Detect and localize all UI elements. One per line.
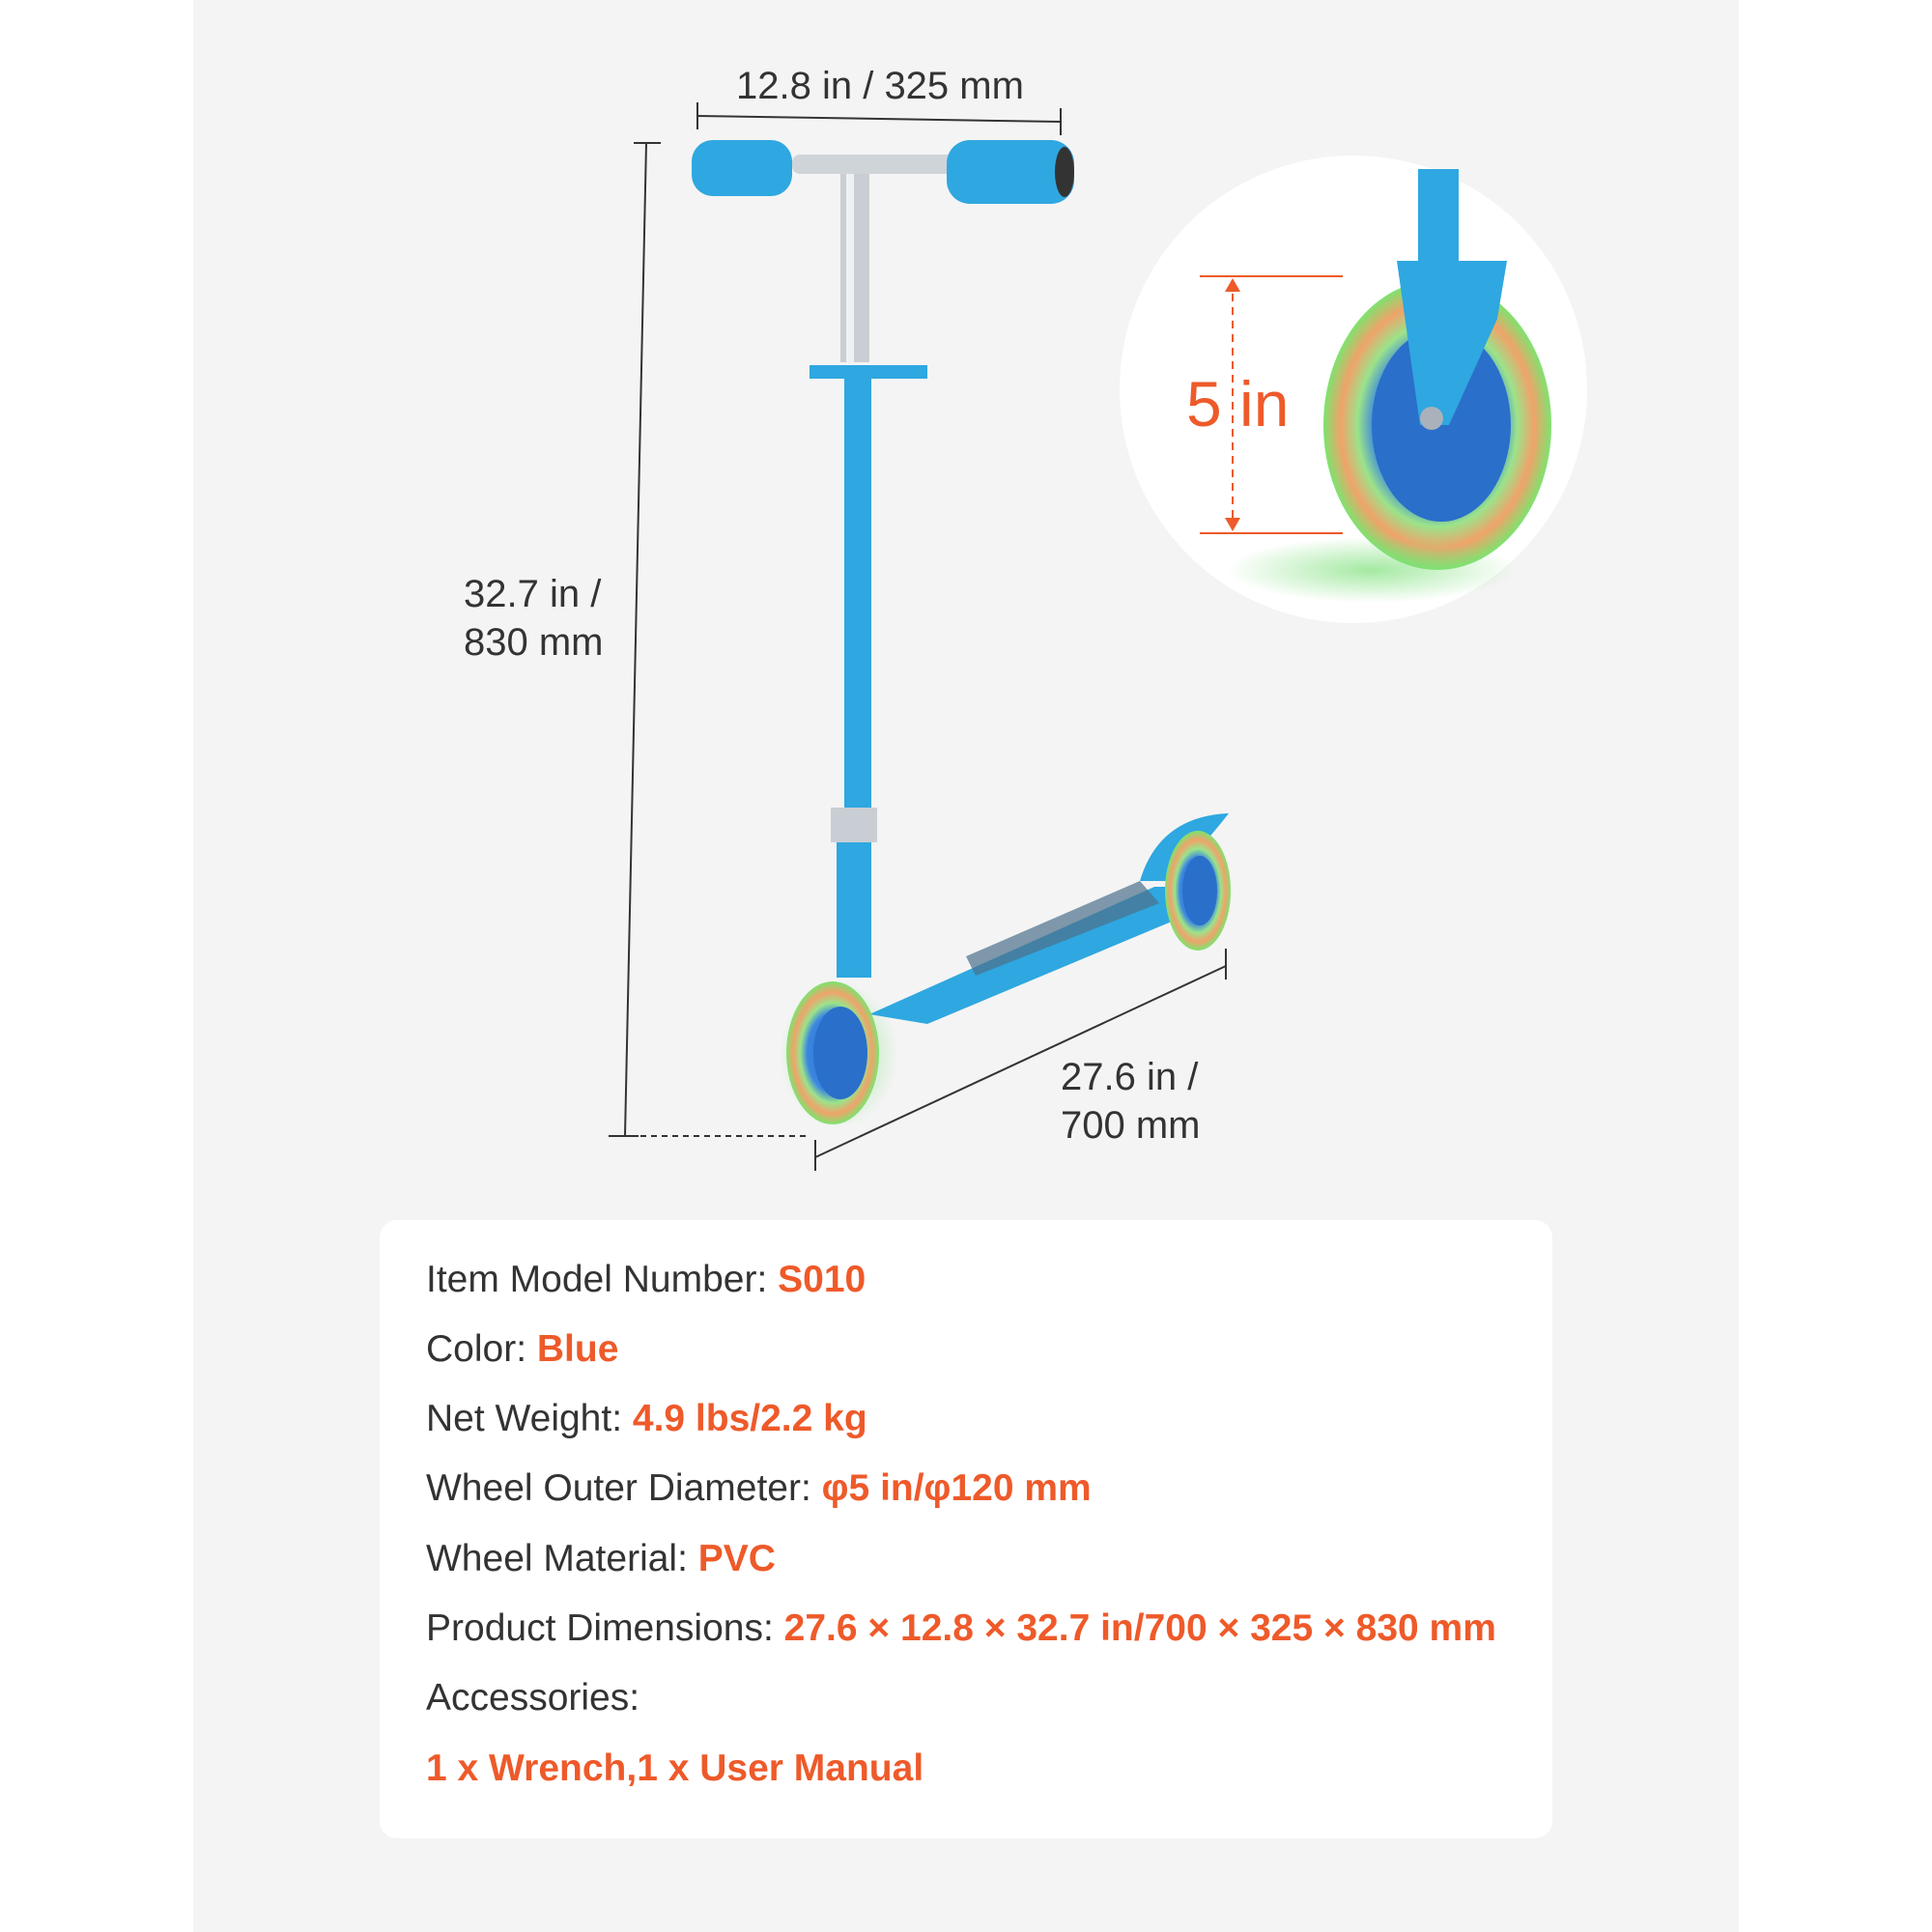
spec-row-dimensions: Product Dimensions: 27.6 × 12.8 × 32.7 in/700 × 325 × 830 mm (426, 1607, 1496, 1649)
length-label: 27.6 in / 700 mm (1061, 1056, 1201, 1147)
height-dimension (609, 143, 807, 1136)
spec-row-accessories: Accessories: (426, 1677, 640, 1719)
spec-row-model: Item Model Number: S010 (426, 1259, 867, 1300)
wheel-size-label: 5 in (1186, 368, 1290, 440)
spec-card (380, 1220, 1552, 1838)
handlebar-width-label: 12.8 in / 325 mm (736, 65, 1024, 107)
height-label: 32.7 in / 830 mm (464, 573, 604, 664)
spec-row-accessories-list: 1 x Wrench,1 x User Manual (426, 1747, 924, 1789)
spec-row-color: Color: Blue (426, 1328, 619, 1370)
spec-row-wheel-material: Wheel Material: PVC (426, 1538, 776, 1579)
spec-row-weight: Net Weight: 4.9 lbs/2.2 kg (426, 1398, 867, 1439)
spec-row-wheel-diameter: Wheel Outer Diameter: φ5 in/φ120 mm (426, 1467, 1092, 1509)
